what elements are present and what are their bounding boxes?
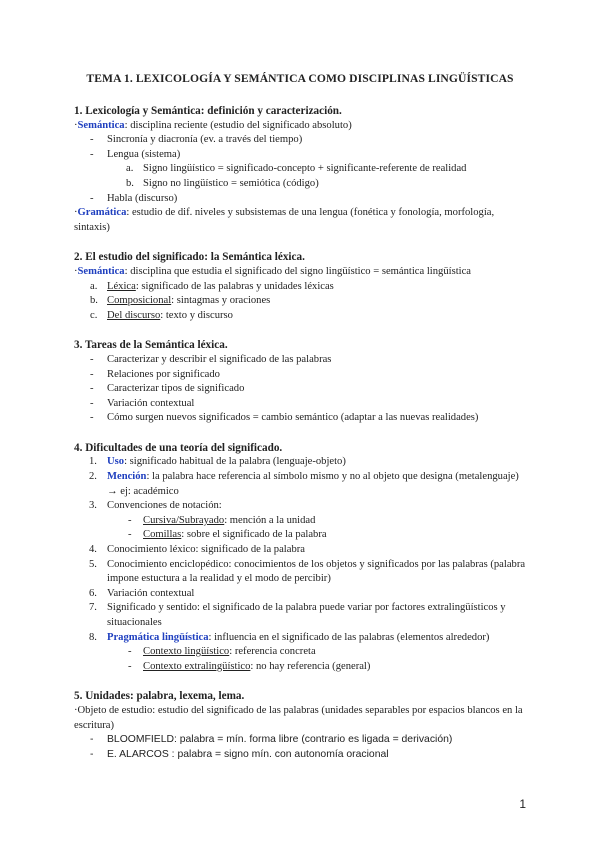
numbered-item <box>74 631 530 646</box>
term-underlined: Contexto extralingüístico <box>143 660 251 672</box>
gramatica-term: Gramática <box>77 207 127 219</box>
list-item <box>74 280 530 295</box>
term-underlined: Del discurso <box>107 309 161 321</box>
term-description: : significado de las palabras y unidades léxicas <box>135 280 334 292</box>
term-underlined: Comillas <box>143 529 182 541</box>
term-description: : la palabra hace referencia al símbolo mismo y no al objeto que designa (metalenguaje) → ej: académico <box>107 471 519 497</box>
item-text: Conocimiento enciclopédico: conocimientos de los objetos y significados por las palabras (palabra impone estuctura a la realidad y el modo de percibir) <box>107 558 526 585</box>
list-subitem <box>74 177 530 192</box>
page-number: 1 <box>519 797 526 811</box>
section-5-intro: ·Objeto de estudio: estudio del significado de las palabras (unidades separables por espacios blancos en la escritura) <box>74 704 523 731</box>
list-item: - BLOOMFIELD: palabra = mín. forma libre (contrario es ligada = derivación) <box>74 733 530 748</box>
term-description: : sobre el significado de la palabra <box>181 529 327 541</box>
numbered-item <box>74 455 530 470</box>
list-marker: 6. <box>89 587 97 599</box>
section-5-heading: 5. Unidades: palabra, lexema, lema. <box>74 690 245 703</box>
semantica-term: Semántica <box>77 265 125 277</box>
item-text: Conocimiento léxico: significado de la palabra <box>107 544 305 556</box>
semantica-definition: ·Semántica: disciplina reciente (estudio del significado absoluto) <box>74 119 352 131</box>
section-3-heading: 3. Tareas de la Semántica léxica. <box>74 339 228 352</box>
list-item: - Relaciones por significado <box>74 368 530 383</box>
term-highlight: Mención <box>107 471 147 483</box>
term-underlined: Léxica <box>107 280 136 292</box>
list-marker: 7. <box>89 602 97 614</box>
semantica-text: : disciplina que estudia el significado del signo lingüístico = semántica lingüística <box>124 265 471 277</box>
list-item <box>74 309 530 324</box>
list-subitem <box>74 645 530 660</box>
list-item: - E. ALARCOS : palabra = signo mín. con autonomía oracional <box>74 748 530 763</box>
term-description: : mención a la unidad <box>224 514 316 526</box>
numbered-item <box>74 601 530 630</box>
list-marker: 3. <box>89 500 97 512</box>
semantica-text: : disciplina reciente (estudio del significado absoluto) <box>124 119 352 131</box>
gramatica-definition: ·Gramática: estudio de dif. niveles y subsistemas de una lengua (fonética y fonología, morfología, sintaxis) <box>74 207 495 233</box>
list-subitem <box>74 162 530 177</box>
list-marker: b. <box>126 177 134 189</box>
list-marker: a. <box>126 163 134 175</box>
item-text: Significado y sentido: el significado de la palabra puede variar por factores extralingüísticos y situacionales <box>107 602 506 628</box>
list-item: - Habla (discurso) <box>74 192 530 207</box>
semantica-term: Semántica <box>77 119 125 131</box>
term-underlined: Contexto lingüístico <box>143 646 230 658</box>
term-underlined: Composicional <box>107 295 172 307</box>
term-description: : texto y discurso <box>160 309 233 321</box>
term-underlined: Cursiva/Subrayado <box>143 514 225 526</box>
numbered-item <box>74 587 530 602</box>
list-item: - Caracterizar y describir el significado de las palabras <box>74 353 530 368</box>
list-item: - Variación contextual <box>74 397 530 412</box>
list-subitem <box>74 660 530 675</box>
item-text: Variación contextual <box>107 587 195 599</box>
list-subitem <box>74 514 530 529</box>
numbered-item <box>74 543 530 558</box>
gramatica-text: : estudio de dif. niveles y subsistemas de una lengua (fonética y fonología, morfología, sintaxis) <box>74 207 495 233</box>
list-subitem-text: Signo lingüístico = significado-concepto + significante-referente de realidad <box>143 163 467 175</box>
term-description: : no hay referencia (general) <box>250 660 371 672</box>
section-1-heading: 1. Lexicología y Semántica: definición y caracterización. <box>74 105 342 117</box>
section-4-heading: 4. Dificultades de una teoría del significado. <box>74 441 283 454</box>
term-highlight: Uso <box>107 456 125 468</box>
section-2-heading: 2. El estudio del significado: la Semántica léxica. <box>74 251 305 264</box>
list-item <box>74 294 530 309</box>
list-item: - Lengua (sistema) <box>74 148 530 163</box>
list-marker: 4. <box>89 544 97 556</box>
list-marker: 1. <box>89 456 97 468</box>
numbered-item <box>74 470 530 499</box>
list-marker: 2. <box>89 471 97 483</box>
document-body <box>74 104 530 762</box>
numbered-item <box>74 558 530 587</box>
term-description: : significado habitual de la palabra (lenguaje-objeto) <box>124 456 346 468</box>
document-title: TEMA 1. LEXICOLOGÍA Y SEMÁNTICA COMO DISCIPLINAS LINGÜÍSTICAS <box>86 72 514 85</box>
term-description: : referencia concreta <box>229 646 316 658</box>
list-subitem <box>74 528 530 543</box>
term-description: : influencia en el significado de las palabras (elementos alrededor) <box>208 631 490 643</box>
semantica-definition-2: ·Semántica: disciplina que estudia el significado del signo lingüístico = semántica lingüística <box>74 265 471 277</box>
list-marker: 8. <box>89 631 97 643</box>
term-description: : sintagmas y oraciones <box>171 295 271 307</box>
list-item: - Sincronía y diacronía (ev. a través del tiempo) <box>74 133 530 148</box>
list-item: - Caracterizar tipos de significado <box>74 382 530 397</box>
list-item: - Cómo surgen nuevos significados = cambio semántico (adaptar a las nuevas realidades) <box>74 411 530 426</box>
list-marker: a. <box>90 280 98 292</box>
term-highlight: Pragmática lingüística <box>107 631 209 643</box>
list-marker: 5. <box>89 558 97 570</box>
item-text: Convenciones de notación: <box>107 500 222 512</box>
list-marker: b. <box>90 295 98 307</box>
list-marker: c. <box>90 309 98 321</box>
numbered-item <box>74 499 530 514</box>
list-subitem-text: Signo no lingüístico = semiótica (código) <box>143 177 319 189</box>
